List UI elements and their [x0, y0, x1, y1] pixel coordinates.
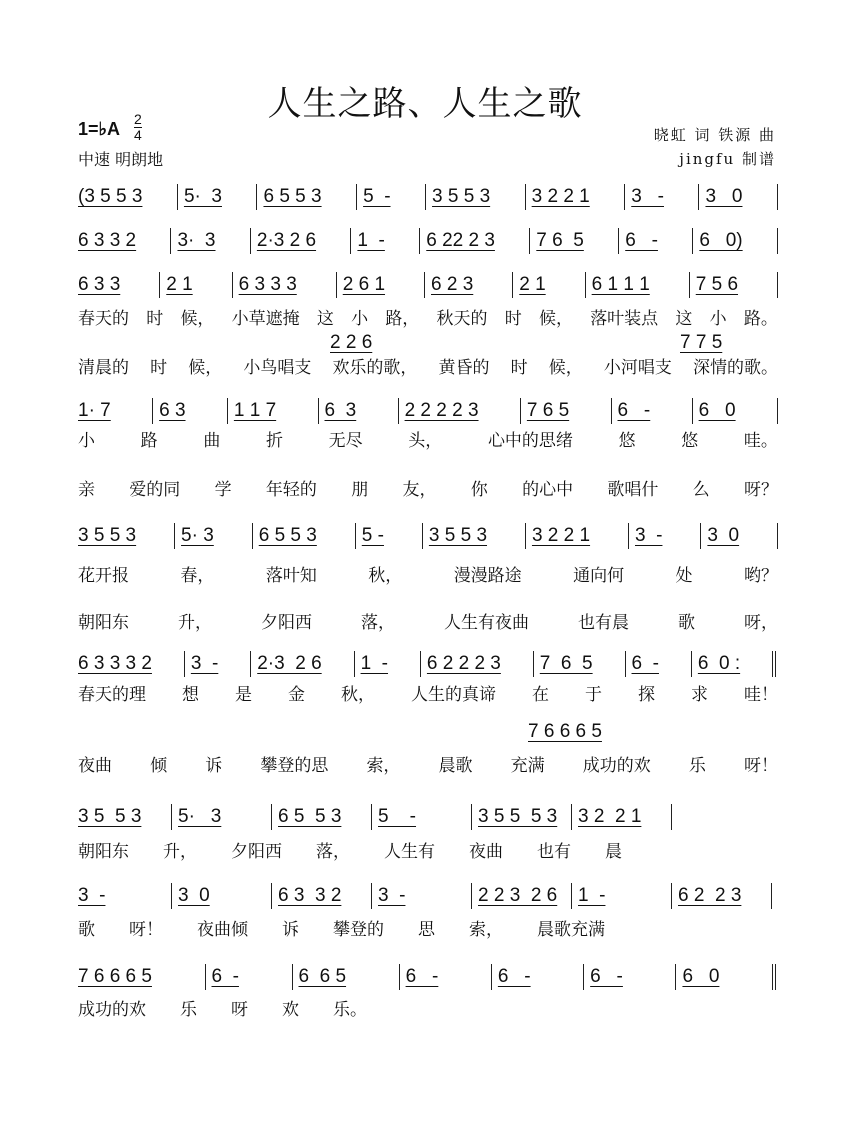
- lyric-word: 落叶知: [265, 566, 317, 586]
- lyric-word: 也有晨: [578, 613, 629, 633]
- lyric-word: 秋，: [368, 566, 403, 586]
- lyric-word: 呀，: [744, 613, 778, 633]
- key-signature: 1=♭A: [78, 119, 121, 139]
- measure: 2 1: [159, 272, 231, 298]
- lyric-word: 小鸟唱支: [243, 358, 312, 378]
- lyric-word: 路，: [385, 309, 420, 329]
- lyric-word: 朝阳东: [78, 613, 129, 633]
- lyric-word: 落叶装点: [590, 309, 659, 329]
- lyric-word: 人生有: [384, 842, 435, 862]
- lyric-word: 是: [235, 685, 252, 705]
- lyric-word: 乐: [688, 756, 706, 776]
- lyric-word: 人生的真谛: [411, 685, 496, 705]
- lyric-word: 想: [182, 685, 199, 705]
- lyric-word: 夕阳西: [261, 613, 312, 633]
- lyric-word: 折: [265, 431, 283, 451]
- measure: 6 2 3: [424, 272, 512, 298]
- measure: 3 5 5 3: [78, 806, 142, 827]
- lyric-word: 路。: [743, 309, 778, 329]
- lyric-word: 歌: [78, 920, 95, 940]
- music-staff-row: [78, 651, 778, 677]
- measure: 2 1: [512, 272, 584, 298]
- measure: 3 0: [171, 883, 271, 909]
- lyric-word: 乐。: [333, 1000, 367, 1020]
- lyric-word: 小: [351, 309, 369, 329]
- lyric-word: 秋，: [341, 685, 375, 705]
- measure: 3 0: [698, 184, 776, 210]
- measure: 2·3 2 6: [250, 651, 353, 677]
- measure: 3 -: [184, 651, 250, 677]
- lyric-word: 么: [692, 480, 710, 500]
- measure: 3 5 5 5 3: [471, 804, 571, 830]
- lyric-line: [78, 431, 778, 451]
- measure: 3· 3: [170, 228, 249, 254]
- lyric-word: 清晨的: [78, 358, 129, 378]
- lyric-word: 晨歌充满: [537, 920, 605, 940]
- lyric-word: 呀: [231, 1000, 248, 1020]
- measure: 7 5 6: [689, 272, 777, 298]
- lyric-word: 头，: [408, 431, 443, 451]
- measure: 6 3 3 3: [232, 272, 336, 298]
- lyric-word: 深情的歌。: [692, 358, 778, 378]
- lyric-line: [78, 920, 605, 940]
- lyric-word: 心中的思绪: [487, 431, 573, 451]
- measure: 6 -: [618, 228, 692, 254]
- measure: 3 5 5 3: [422, 523, 525, 549]
- lyric-word: 成功的欢: [78, 1000, 146, 1020]
- measure: 3 -: [628, 523, 700, 549]
- lyric-word: 呀！: [129, 920, 163, 940]
- lyric-word: 春天的理: [78, 685, 146, 705]
- music-staff-row: [78, 523, 778, 549]
- lyric-word: 候，: [548, 358, 583, 378]
- lyric-line: [78, 685, 778, 705]
- lyric-word: 悠: [681, 431, 699, 451]
- lyric-word: 小: [78, 431, 95, 451]
- lyric-word: 路: [140, 431, 158, 451]
- measure: 6 3: [318, 398, 398, 424]
- lyric-word: 秋天的: [436, 309, 488, 329]
- lyric-word: 也有: [537, 842, 571, 862]
- measure: 6 2 2 2 3: [420, 651, 533, 677]
- lyric-word: 夜曲: [469, 842, 503, 862]
- lyric-word: 黄昏的: [438, 358, 490, 378]
- song-title: 人生之路、人生之歌: [267, 84, 583, 124]
- measure: 7 6 5: [520, 398, 611, 424]
- music-staff-row: [78, 272, 778, 298]
- measure: 2 6 1: [336, 272, 424, 298]
- lyric-word: 哇！: [744, 685, 778, 705]
- lyric-word: 欢乐的歌，: [332, 358, 418, 378]
- lyric-word: 晨歌: [438, 756, 473, 776]
- measure: 6 -: [611, 398, 692, 424]
- alternate-notes: 7 6 6 6 5: [528, 721, 602, 742]
- lyric-word: 朋: [351, 480, 369, 500]
- measure: 6 0: [675, 964, 772, 990]
- measure: 6 3 3 3 2: [78, 653, 152, 674]
- lyric-word: 夜曲: [78, 756, 112, 776]
- lyric-word: 这: [675, 309, 693, 329]
- lyric-word: 歌唱什: [607, 480, 659, 500]
- lyric-word: 晨: [605, 842, 622, 862]
- measure: 5· 3: [171, 804, 271, 830]
- time-bottom: 4: [134, 127, 142, 143]
- measure: 6 3 3 2: [271, 883, 371, 909]
- lyric-word: 候，: [538, 309, 573, 329]
- measure: 6 -: [583, 964, 675, 990]
- lyric-word: 朝阳东: [78, 842, 129, 862]
- lyric-line: [78, 1000, 367, 1020]
- time-signature: [134, 112, 142, 143]
- lyric-word: 思: [418, 920, 435, 940]
- measure: 3 -: [624, 184, 698, 210]
- lyric-word: 攀登的思: [260, 756, 329, 776]
- music-staff-row: [78, 398, 778, 424]
- measure: 6 5 5 3: [256, 184, 356, 210]
- lyric-word: 爱的同: [129, 480, 181, 500]
- lyric-word: 这: [316, 309, 334, 329]
- measure: 1 -: [571, 883, 671, 909]
- bar-line: [777, 228, 778, 254]
- bar-line: [777, 184, 778, 210]
- lyric-word: 小河唱支: [603, 358, 672, 378]
- lyric-word: 呀？: [743, 480, 778, 500]
- lyric-word: 友，: [402, 480, 437, 500]
- measure: 6 -: [399, 964, 491, 990]
- lyric-word: 候，: [188, 358, 223, 378]
- lyric-word: 人生有夜曲: [444, 613, 529, 633]
- measure: 3 2 2 1: [525, 523, 628, 549]
- measure: 6 0): [692, 228, 777, 254]
- measure: 1 -: [354, 651, 420, 677]
- lyric-word: 于: [585, 685, 602, 705]
- lyric-word: 夕阳西: [231, 842, 282, 862]
- measure: 6 0: [692, 398, 777, 424]
- measure: 6 -: [205, 964, 292, 990]
- lyric-word: 成功的欢: [582, 756, 651, 776]
- measure: 6 3 3 2: [78, 230, 137, 251]
- alternate-notes: 2 2 6: [330, 332, 373, 353]
- measure: 7 6 5: [533, 651, 625, 677]
- measure: 7 6 5: [529, 228, 618, 254]
- lyric-word: 时: [146, 309, 164, 329]
- lyric-word: 在: [532, 685, 549, 705]
- lyric-line: [78, 358, 778, 378]
- measure: 2 2 2 2 3: [398, 398, 520, 424]
- transcriber-credit: jingfu 制谱: [679, 150, 776, 168]
- lyric-word: 小: [709, 309, 727, 329]
- bar-line: [772, 964, 778, 990]
- tempo-marking: 中速 明朗地: [78, 150, 164, 169]
- lyric-word: 哟？: [743, 566, 778, 586]
- alternate-notes: 7 7 5: [680, 332, 723, 353]
- lyric-line: [78, 309, 778, 329]
- bar-line: [671, 804, 672, 830]
- bar-line: [777, 523, 778, 549]
- measure: 5 -: [371, 804, 471, 830]
- lyric-line: [78, 613, 778, 633]
- measure: 6 0 :: [691, 651, 772, 677]
- measure: 6 1 1 1: [585, 272, 689, 298]
- lyric-word: 亲: [78, 480, 95, 500]
- bar-line: [771, 883, 772, 909]
- lyric-word: 悠: [618, 431, 636, 451]
- lyric-word: 呀！: [743, 756, 778, 776]
- lyric-word: 诉: [205, 756, 223, 776]
- lyric-word: 金: [288, 685, 305, 705]
- measure: 3 5 5 3: [425, 184, 525, 210]
- measure: 7 6 6 6 5: [78, 966, 152, 987]
- lyric-word: 诉: [282, 920, 299, 940]
- lyric-word: 小草遮掩: [231, 309, 300, 329]
- measure: 6 3: [152, 398, 227, 424]
- lyric-word: 春天的: [78, 309, 129, 329]
- lyric-word: 年轻的: [265, 480, 317, 500]
- measure: 1 1 7: [227, 398, 318, 424]
- lyric-word: 候，: [180, 309, 215, 329]
- measure: 5 -: [356, 184, 425, 210]
- lyric-word: 索，: [366, 756, 401, 776]
- lyric-word: 歌: [678, 613, 695, 633]
- lyric-word: 处: [675, 566, 693, 586]
- measure: 3 -: [371, 883, 471, 909]
- bar-line: [777, 398, 778, 424]
- measure: 6 3 3: [78, 274, 121, 295]
- lyric-word: 乐: [180, 1000, 197, 1020]
- music-staff-row: [78, 228, 778, 254]
- lyric-word: 的心中: [522, 480, 574, 500]
- lyric-word: 漫漫路途: [453, 566, 522, 586]
- lyric-word: 升，: [163, 842, 197, 862]
- lyric-line: [78, 842, 622, 862]
- music-staff-row: [78, 804, 672, 830]
- measure: 3 -: [78, 885, 106, 906]
- measure: 6 5 5 3: [252, 523, 355, 549]
- lyric-word: 时: [150, 358, 168, 378]
- measure: 6 6 5: [292, 964, 399, 990]
- measure: 3 5 5 3: [78, 525, 137, 546]
- music-staff-row: [78, 964, 778, 990]
- measure: 2 2 3 2 6: [471, 883, 571, 909]
- time-top: 2: [134, 111, 142, 127]
- measure: 2·3 2 6: [250, 228, 351, 254]
- lyric-word: 无尽: [328, 431, 363, 451]
- lyric-word: 夜曲倾: [197, 920, 248, 940]
- lyric-word: 你: [470, 480, 488, 500]
- measure: 1· 7: [78, 400, 111, 421]
- lyric-word: 时: [510, 358, 528, 378]
- lyric-word: 哇。: [743, 431, 778, 451]
- measure: 6 -: [491, 964, 583, 990]
- measure: 5· 3: [177, 184, 257, 210]
- music-staff-row: [78, 184, 778, 210]
- bar-line: [777, 272, 778, 298]
- measure: 5 -: [355, 523, 422, 549]
- lyric-word: 攀登的: [333, 920, 384, 940]
- lyric-word: 曲: [203, 431, 221, 451]
- lyric-word: 升，: [178, 613, 212, 633]
- bar-line: [772, 651, 778, 677]
- lyric-word: 学: [214, 480, 232, 500]
- lyric-word: 花开报: [78, 566, 129, 586]
- measure: 3 0: [700, 523, 777, 549]
- measure: 6 22 2 3: [419, 228, 529, 254]
- lyric-word: 充满: [510, 756, 545, 776]
- lyric-line: [78, 566, 778, 586]
- music-staff-row: [78, 883, 772, 909]
- measure: 3 2 2 1: [525, 184, 625, 210]
- measure: 5· 3: [174, 523, 252, 549]
- lyric-word: 倾: [150, 756, 168, 776]
- lyric-word: 索，: [469, 920, 503, 940]
- lyric-word: 探: [638, 685, 655, 705]
- lyric-word: 落，: [361, 613, 395, 633]
- authors-credit: 晓虹 词 铁源 曲: [653, 126, 776, 144]
- measure: 6 5 5 3: [271, 804, 371, 830]
- lyric-word: 时: [504, 309, 522, 329]
- lyric-word: 求: [691, 685, 708, 705]
- lyric-word: 欢: [282, 1000, 299, 1020]
- lyric-word: 春，: [180, 566, 215, 586]
- lyric-word: 落，: [316, 842, 350, 862]
- measure: 6 -: [625, 651, 691, 677]
- lyric-line: [78, 480, 778, 500]
- measure: 3 2 2 1: [571, 804, 671, 830]
- lyric-word: 通向何: [573, 566, 625, 586]
- lyric-line: [78, 756, 778, 776]
- measure: 6 2 2 3: [671, 883, 771, 909]
- measure: 1 -: [350, 228, 419, 254]
- measure: (3 5 5 3: [78, 186, 143, 207]
